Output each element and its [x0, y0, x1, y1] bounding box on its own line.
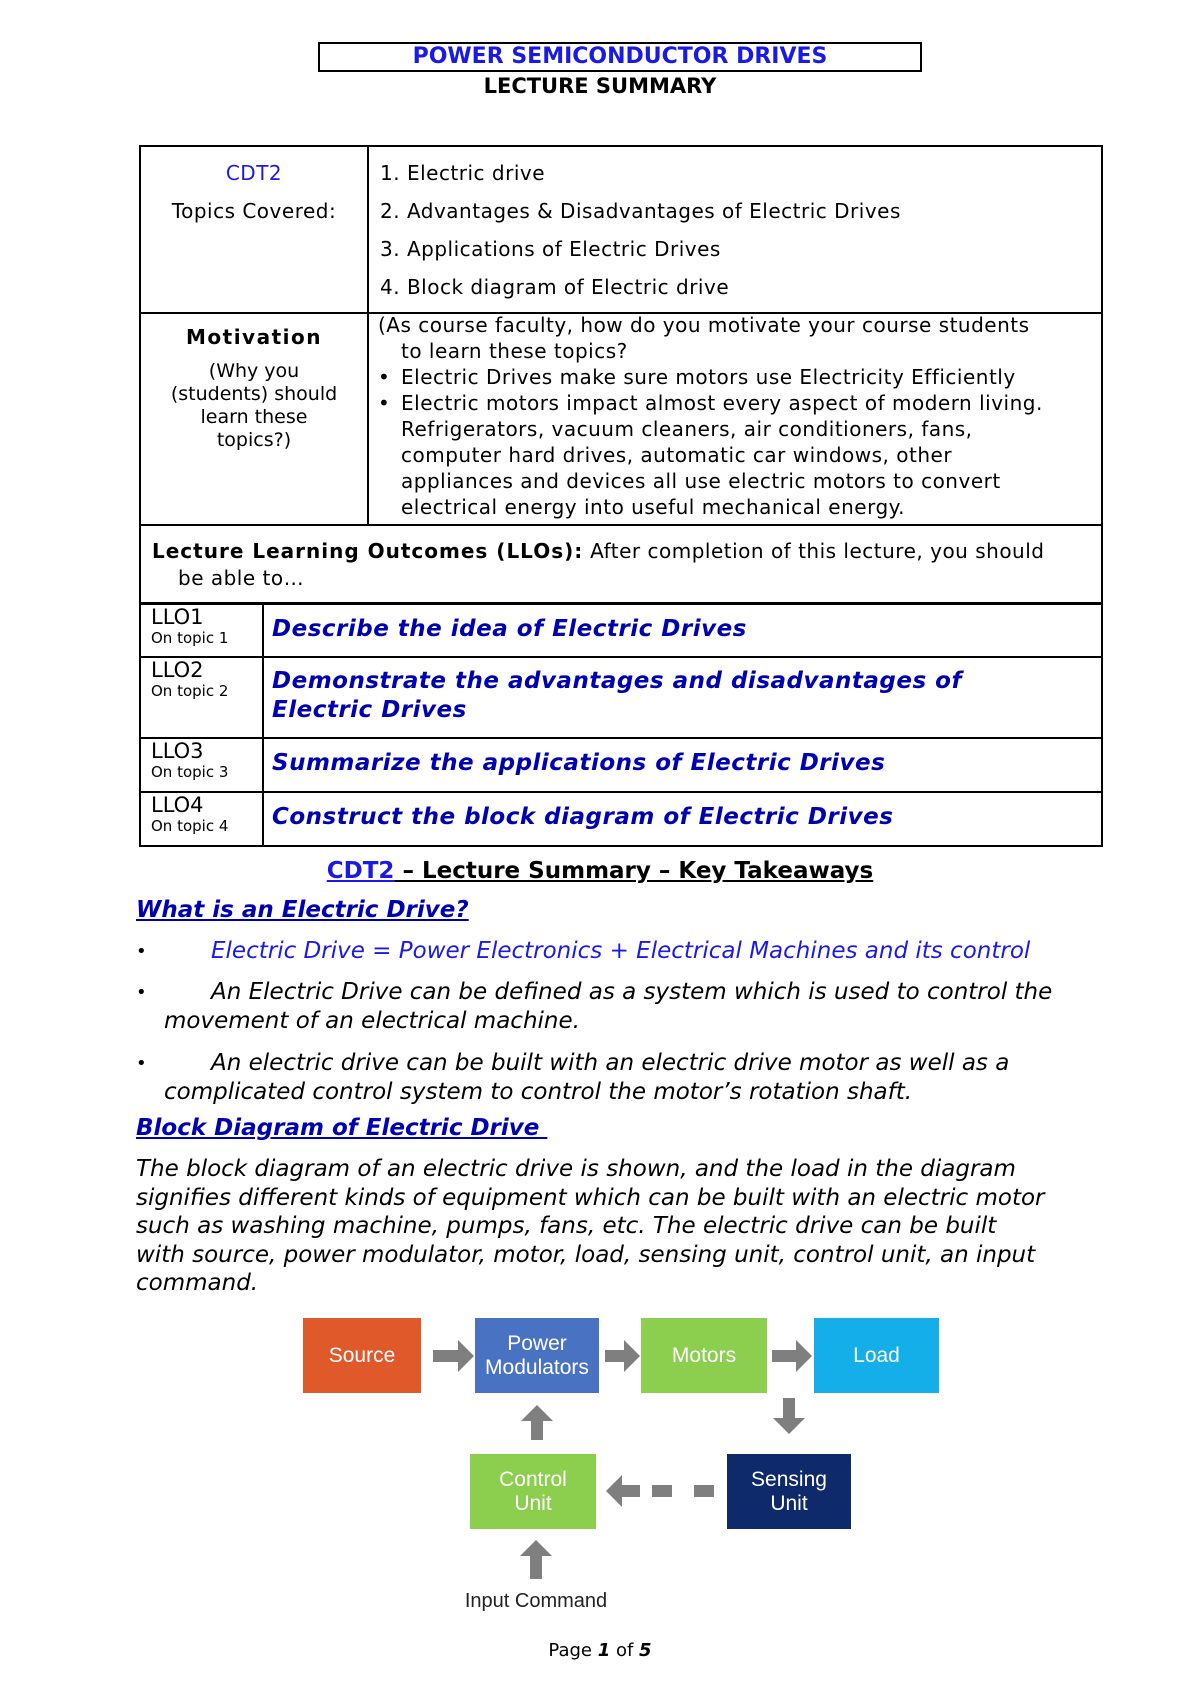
topic-item: 4. Block diagram of Electric drive: [380, 275, 730, 299]
summary-bullet-line: complicated control system to control the motor’s rotation shaft.: [164, 1079, 913, 1105]
llo-outcome-line: Demonstrate the advantages and disadvantages of: [272, 668, 962, 694]
bullet-dot: •: [378, 391, 391, 415]
llo-outcome-line: Describe the idea of Electric Drives: [272, 616, 747, 642]
motivation-bullet-line: Electric Drives make sure motors use Electricity Efficiently: [401, 365, 1016, 389]
arrow-dash-1: [652, 1485, 672, 1497]
block-label-line: Control: [499, 1467, 567, 1491]
llo-heading-rest: After completion of this lecture, you should: [583, 539, 1045, 563]
motivation-bullet-line: Refrigerators, vacuum cleaners, air conditioners, fans,: [401, 417, 973, 441]
llo-topic-ref: On topic 1: [151, 629, 229, 647]
block-label-line: Sensing: [751, 1467, 827, 1491]
llo-topic-ref: On topic 4: [151, 817, 229, 835]
llo-code: LLO3: [151, 739, 204, 763]
summary-bullet-line: movement of an electrical machine.: [164, 1008, 580, 1034]
llo-heading-line2: be able to…: [178, 566, 305, 590]
summary-bullet-line: An Electric Drive can be defined as a system which is used to control the: [211, 979, 1053, 1005]
paragraph-line: such as washing machine, pumps, fans, etc. The electric drive can be built: [136, 1213, 997, 1239]
block-label-line: Load: [853, 1343, 900, 1367]
motivation-question-line: (As course faculty, how do you motivate your course students: [378, 313, 1030, 337]
topic-item: 2. Advantages & Disadvantages of Electric Drives: [380, 199, 901, 223]
motivation-title: Motivation: [186, 325, 322, 349]
motivation-bullet-line: computer hard drives, automatic car windows, other: [401, 443, 953, 467]
topic-item: 3. Applications of Electric Drives: [380, 237, 721, 261]
document-title: POWER SEMICONDUCTOR DRIVES: [412, 44, 828, 69]
block-label-line: Modulators: [485, 1355, 589, 1379]
arrow-control-to-power: [521, 1405, 553, 1440]
llo-outcome-line: Summarize the applications of Electric Drives: [272, 750, 886, 776]
llo-heading-bold: Lecture Learning Outcomes (LLOs):: [152, 539, 584, 563]
bullet-symbol: •: [136, 1053, 147, 1074]
motivation-subtitle-line: learn these: [200, 406, 308, 428]
paragraph-line: command.: [136, 1270, 259, 1296]
block-label-line: Motors: [671, 1343, 737, 1367]
motivation-bullet-line: appliances and devices all use electric motors to convert: [401, 469, 1001, 493]
block-label-line: Power: [507, 1331, 567, 1355]
paragraph-line: with source, power modulator, motor, load, sensing unit, control unit, an input: [136, 1241, 1036, 1268]
input-command-label: Input Command: [464, 1590, 608, 1612]
motivation-bullet-line: Electric motors impact almost every aspect of modern living.: [401, 391, 1043, 415]
arrow-power-to-motors: [605, 1340, 640, 1372]
summary-title-rest: – Lecture Summary – Key Takeaways: [394, 858, 874, 884]
motivation-subtitle-line: (students) should: [170, 383, 338, 405]
bullet-symbol: •: [136, 982, 147, 1003]
llo-code: LLO2: [151, 658, 204, 682]
arrow-motors-to-load: [772, 1340, 812, 1372]
summary-bullet-line: Electric Drive = Power Electronics + Electrical Machines and its control: [211, 938, 1031, 964]
block-label-line: Unit: [514, 1491, 552, 1515]
page-total: 5: [639, 1640, 652, 1661]
page-footer: [0, 1640, 1200, 1661]
bullet-symbol: •: [136, 941, 147, 962]
page-prefix: Page: [548, 1640, 598, 1661]
arrow-source-to-power: [433, 1340, 474, 1372]
section-heading-block-diagram: Block Diagram of Electric Drive: [136, 1115, 548, 1141]
page-middle: of: [610, 1640, 640, 1661]
motivation-subtitle-line: (Why you: [208, 360, 300, 382]
page-current: 1: [597, 1640, 611, 1661]
summary-bullet-line: An electric drive can be built with an electric drive motor as well as a: [211, 1050, 1010, 1076]
paragraph-line: signifies different kinds of equipment which can be built with an electric motor: [136, 1184, 1045, 1211]
llo-topic-ref: On topic 3: [151, 763, 229, 781]
course-code: CDT2: [225, 161, 283, 185]
motivation-subtitle-line: topics?): [216, 429, 292, 451]
llo-code: LLO1: [151, 605, 204, 629]
block-label-line: Source: [328, 1343, 396, 1367]
section-heading-what-is: What is an Electric Drive?: [136, 897, 469, 923]
arrow-sensing-to-control: [606, 1475, 640, 1507]
llo-outcome-line: Electric Drives: [272, 697, 467, 723]
llo-outcome-line: Construct the block diagram of Electric Drives: [272, 804, 894, 830]
block-label-line: Unit: [770, 1491, 808, 1515]
llo-code: LLO4: [151, 793, 204, 817]
topics-covered-label: Topics Covered:: [171, 199, 337, 223]
topic-item: 1. Electric drive: [380, 161, 546, 185]
motivation-bullet-line: electrical energy into useful mechanical energy.: [401, 495, 905, 519]
document-subtitle: LECTURE SUMMARY: [483, 74, 717, 98]
summary-code: CDT2: [326, 858, 395, 884]
llo-topic-ref: On topic 2: [151, 682, 229, 700]
motivation-question-line: to learn these topics?: [401, 339, 628, 363]
arrow-input-to-control: [520, 1540, 552, 1579]
arrow-dash-2: [694, 1485, 714, 1497]
arrow-load-to-sensing: [773, 1398, 805, 1434]
bullet-dot: •: [378, 365, 391, 389]
paragraph-line: The block diagram of an electric drive is shown, and the load in the diagram: [136, 1156, 1016, 1182]
